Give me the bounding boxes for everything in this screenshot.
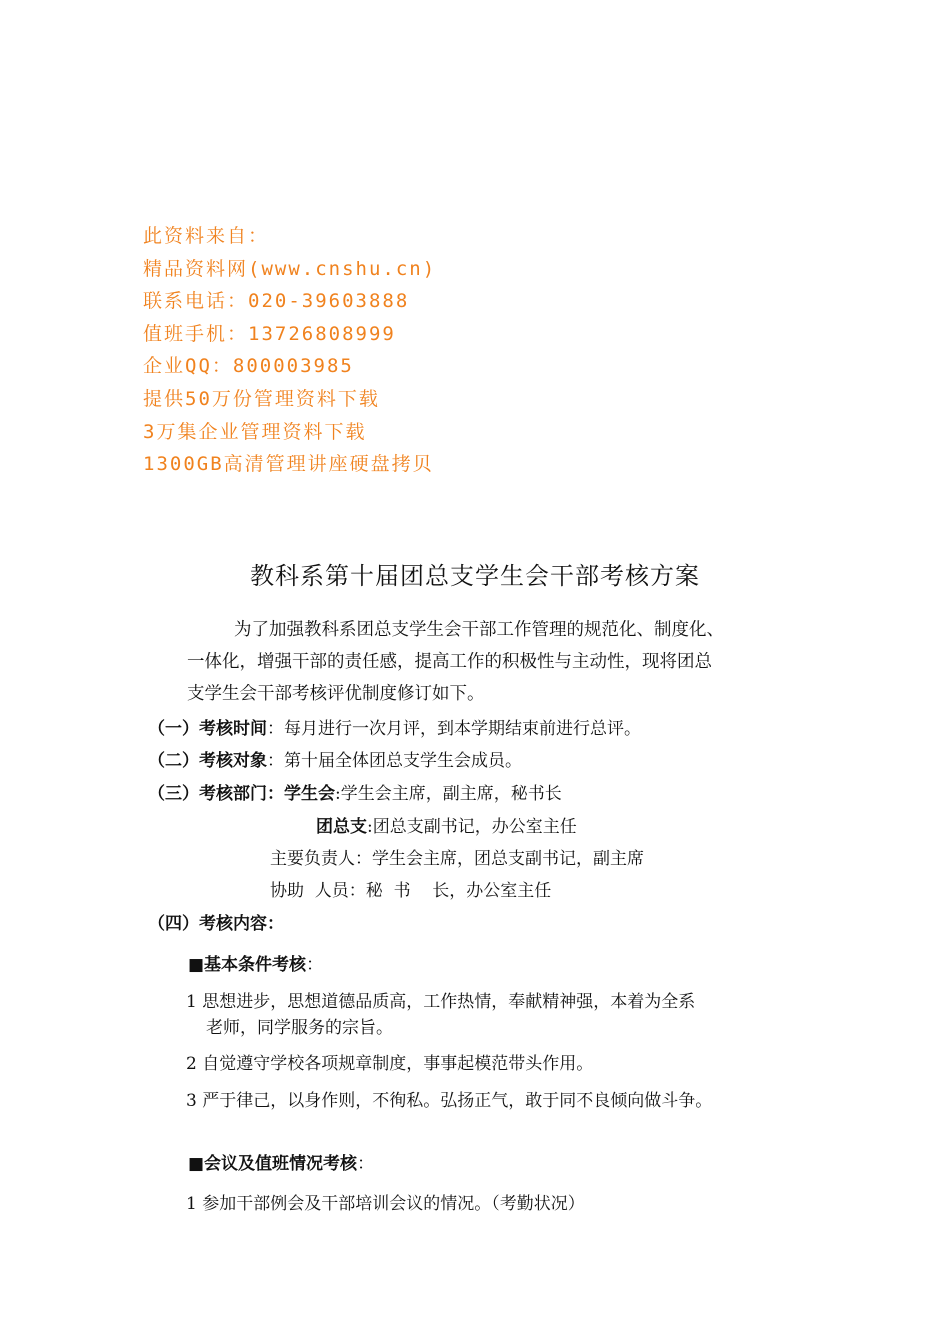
document-title: 教科系第十届团总支学生会干部考核方案 [250,562,700,590]
intro-line: 一体化，增强干部的责任感，提高工作的积极性与主动性，现将团总 [187,652,712,672]
source-info-block [143,220,436,481]
source-line: 企业QQ：800003985 [143,355,354,378]
assistant-staff: 协助 人员：秘 书 长，办公室主任 [270,881,552,901]
basic-item-2: 2 自觉遵守学校各项规章制度，事事起模范带头作用。 [186,1054,594,1074]
section-label: （二）考核对象 [148,751,267,771]
heading-label: ■会议及值班情况考核 [188,1154,358,1174]
source-line: 值班手机：13726808999 [143,322,396,345]
section-label: 团总支 [316,817,367,837]
section-label: （一）考核时间 [148,719,267,739]
section-text: :学生会主席，副主席，秘书长 [335,784,562,804]
section-target [148,746,522,771]
section-text: :团总支副书记，办公室主任 [367,817,577,837]
main-responsible: 主要负责人：学生会主席，团总支副书记，副主席 [270,849,644,869]
section-label: （三）考核部门：学生会 [148,784,335,804]
meeting-item-1: 1 参加干部例会及干部培训会议的情况。（考勤状况） [186,1194,585,1214]
heading-tail: ： [357,1154,375,1174]
intro-paragraph [187,614,787,710]
section-content: （四）考核内容： [148,914,284,934]
source-line: 精品资料网(www.cnshu.cn) [143,257,437,280]
heading-label: ■基本条件考核 [188,955,307,975]
basic-item-1-cont: 老师，同学服务的宗旨。 [206,1018,393,1038]
source-line: 3万集企业管理资料下载 [143,420,367,443]
section-time [148,714,641,739]
section-department-league [316,812,577,837]
section-text: ：每月进行一次月评，到本学期结束前进行总评。 [267,719,641,739]
intro-line: 支学生会干部考核评优制度修订如下。 [187,684,485,704]
basic-item-3: 3 严于律己，以身作则，不徇私。弘扬正气，敢于同不良倾向做斗争。 [186,1091,713,1111]
source-line: 1300GB高清管理讲座硬盘拷贝 [143,453,434,476]
source-line: 提供50万份管理资料下载 [143,387,380,410]
section-text: ：第十届全体团总支学生会成员。 [267,751,522,771]
source-line: 联系电话：020-39603888 [143,290,410,313]
basic-heading [188,950,323,975]
heading-tail: ： [306,955,324,975]
section-department [148,779,562,804]
intro-line: 为了加强教科系团总支学生会干部工作管理的规范化、制度化、 [234,620,724,640]
basic-item-1: 1 思想进步，思想道德品质高，工作热情，奉献精神强，本着为全系 [186,992,696,1012]
source-line: 此资料来自： [143,225,270,247]
meeting-heading [188,1149,374,1174]
